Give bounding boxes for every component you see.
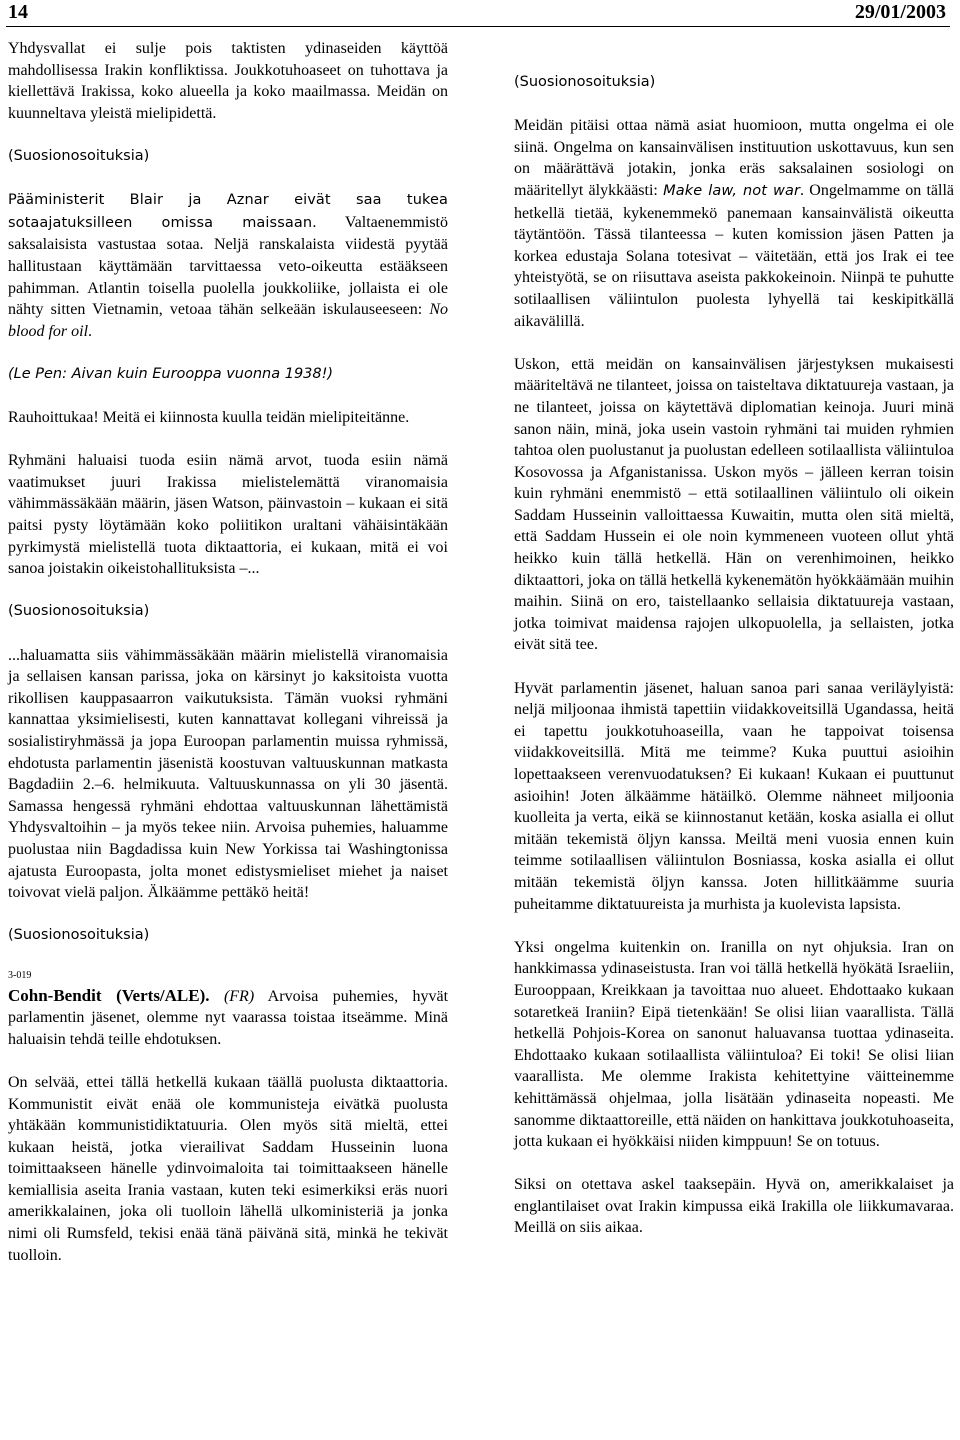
speaker-name: Cohn-Bendit (Verts/ALE). [8, 985, 210, 1005]
interjection-note: (Le Pen: Aivan kuin Eurooppa vuonna 1938!) [8, 365, 334, 382]
applause-note: (Suosionosoituksia) [8, 603, 150, 620]
page-date: 29/01/2003 [854, 1, 946, 23]
paragraph: Pääministerit Blair ja Aznar eivät saa tukea sotaajatuksilleen omissa maissaan. Valtaenemmistö saksalaisista vastustaa sotaa. Neljä ranskalaista viidestä pyytää hallitustaan käyttämään tarvittaessa veto-oikeutta estääkseen pahimman. Atlantin toisella puolella joukkoliike, jollaista ei ole nähty sitten Vietnamin, vetoaa tähän selkeään iskulauseeseen: No blood for oil. [8, 192, 448, 340]
paragraph: Hyvät parlamentin jäsenet, haluan sanoa pari sanaa veriläylyistä: neljä miljoonaa ihmistä tapettiin viidakkoveitsillä Ugandassa, heitä ei tapettu joukkotuhoaseilla, vaan he tappoivat toisensa viidakkoveitsillä. Mitä me teimme? Kuka puuttui asioihin lopettaakseen verenvuodatuksen? Ei kukaan! Kukaan ei puuttunut asioihin! Joten älkäämme hätäilkö. Olemme nähneet miljoonia kuolleita ja verta, eikä se kiinnostanut ketään, koska asialla ei ollut mitään tekemistä öljyn kanssa. Meiltä meni vuosia ennen kuin teimme sotilaallisen väliintulon Bosniassa, koska asialla ei ollut mitään tekemistä öljyn kanssa. Joten hillitkäämme suuria puheitamme diktatuureista ja murhista ja kuolevista lapsista. [514, 679, 954, 913]
paragraph: ...haluamatta siis vähimmässäkään määrin mielistellä viranomaisia ja sellaisen kansan parissa, joka on kärsinyt jo kaksitoista vuotta rikollisen kauppasaarron vaikutuksista. Tämän vuoksi ryhmäni kannattaa yksimielisesti, kuten kannattavat kollegani vihreissä ja sosialistiryhmässä ja jopa Euroopan parlamentin muissa ryhmissä, ehdotusta parlamentin jäsenistä koostuvan valtuuskunnan matkasta Bagdadiin 2.–6. helmikuuta. Valtuuskunnassa on yli 30 jäsentä. Samassa hengessä ryhmäni ehdottaa valtuuskunnan lähettämistä Yhdysvaltoihin – ja myös tekee niin. Arvoisa puhemies, haluamme puolustaa niin Bagdadissa kuin New Yorkissa tai Washingtonissa ajatusta Euroopasta, jolta monet edistysmieliset miehet ja naiset toivovat vielä paljon. Älkäämme pettäkö heitä! [8, 646, 448, 902]
paragraph: Meidän pitäisi ottaa nämä asiat huomioon, mutta ongelma ei ole siinä. Ongelma on kansainvälisen instituution uskottavuus, kun sen on määrättävä jotakin, jonka eräs saksalainen sosiologi on määritellyt älykkäästi: Make law, not war. Ongelmamme on tällä hetkellä tietää, kykenemmekö panemaan kansainvälistä oikeutta täytäntöön. Tässä tilanteessa – kuten komission jäsen Patten ja korkea edustaja Solana totesivat – väitetään, että jos Irak ei tee yhteistyötä, se on riisuttava aseista pakkokeinoin. Niinpä te puhutte sotilaallisen väliintulon puolesta lyhyellä tai keskipitkällä aikavälillä. [514, 117, 954, 330]
applause-note: (Suosionosoituksia) [8, 147, 150, 164]
paragraph: Rauhoittukaa! Meitä ei kiinnosta kuulla teidän mielipiteitänne. [8, 409, 410, 427]
speech-code: 3-019 [8, 969, 32, 981]
applause-note: (Suosionosoituksia) [514, 74, 656, 90]
paragraph: Ryhmäni haluaisi tuoda esiin nämä arvot, tuoda esiin nämä vaatimukset juuri Irakissa mielistelemättä viranomaisia vähimmässäkään määrin, jäsen Watson, päinvastoin – kukaan ei sitä paitsi pysty löytämään koko poliitikon uraltani vähäisintäkään pyrkimystä mielistellä tuota diktaattoria, ei kukaan, mitä ei voi sanoa joistakin oikeistohallituksista –... [8, 452, 448, 578]
page-header [0, 0, 960, 30]
paragraph: Yksi ongelma kuitenkin on. Iranilla on nyt ohjuksia. Iran on hankkimassa ydinaseistusta. Iran voi tällä hetkellä hyökätä Israeliin, Eurooppaan, Kreikkaan ja tavoittaa nuo alueet. Ehdottaako kukaan sotaretkeä Iraniin? Eipä tietenkään! Se olisi liian vaarallista. Tällä hetkellä Pohjois-Korea on sanonut haluavansa tuottaa ydinaseita. Ehdottaako kukaan sotilaallista väliintuloa? Ei toki! Se olisi liian vaarallista. Me olemme Irakista kehitettyine väitteinemme kehittämässä ohjelmaa, jolla lisätään ydinaseita nopeasti. Me sanomme diktaattoreille, että näiden on hankittava joukkotuhoaseita, jotta kukaan ei hyökkäisi niiden kimppuun! Se on totuus. [514, 938, 954, 1151]
paragraph: On selvää, ettei tällä hetkellä kukaan täällä puolusta diktaattoria. Kommunistit eivät enää ole kommunisteja eivätkä puolusta yhtäkään kommunistidiktatuuria. Olen myös sitä mieltä, ettei kukaan heistä, jotka vierailivat Saddam Husseinin luona toimittaakseen hänelle ydinvoimaloita tai toimittaakseen hänelle kemiallisia aseita Irania vastaan, kuten teki esimerkiksi eräs nuori amerikkalainen, joka oli tuolloin lähellä ulkoministeriä ja jonka nimi oli Rumsfeld, tekisi enää tänä päivänä sitä, minkä he tekivät tuolloin. [8, 1073, 448, 1264]
header-rule [6, 26, 950, 27]
speaker-paragraph: Cohn-Bendit (Verts/ALE). (FR) Arvoisa puhemies, hyvät parlamentin jäsenet, olemme nyt vaarassa toistaa itseämme. Minä haluaisin tehdä teille ehdotuksen. [8, 985, 449, 1048]
right-column [514, 38, 954, 1239]
left-column [8, 38, 448, 1266]
page-number: 14 [8, 1, 28, 23]
paragraph: Uskon, että meidän on kansainvälisen järjestyksen mukaisesti määriteltävä ne tilanteet, joissa on taisteltava diktatuureja vastaan, ja ne tilanteet, joissa on käytettävä diplomatian keinoja. Juuri minä sanon näin, minä, joka usein vastoin ryhmäni tai muiden ryhmien tahtoa olen puolustanut ja puolustan edelleen sotilaallista väliintuloa Kosovossa ja Afganistanissa. Uskon myös – jälleen kerran toisin kuin ryhmäni enemmistö – että sotilaallinen väliintulo oli oikein Saddam Husseinin valloittaessa Kuwaitin, mutta olen sitä mieltä, että Saddam Hussein ei ole noin kymmeneen vuoteen ollut yhtä heikko kuin tällä hetkellä. Hän on verenhimoinen, heikko diktaattori, joka on tällä hetkellä kykenemätön hyökkäämään muihin maihin. Siinä on ero, taistellaanko sellaisia diktatuureja vastaan, jotka toimivat maidensa rajojen ulkopuolella, ja sellaisten, jotka eivät sitä tee. [514, 355, 954, 654]
applause-note: (Suosionosoituksia) [8, 927, 150, 944]
paragraph: Yhdysvallat ei sulje pois taktisten ydinaseiden käyttöä mahdollisessa Irakin konfliktissa. Joukkotuhoaseet on tuhottava ja kiellettävä Irakissa, koko alueella ja koko maailmassa. Meidän on kuunneltava yleistä mielipidettä. [8, 40, 448, 122]
paragraph: Siksi on otettava askel taaksepäin. Hyvä on, amerikkalaiset ja englantilaiset ovat Irakin kimpussa eikä Irakilla ole liikkumavaraa. Meillä on siis aikaa. [514, 1176, 954, 1237]
